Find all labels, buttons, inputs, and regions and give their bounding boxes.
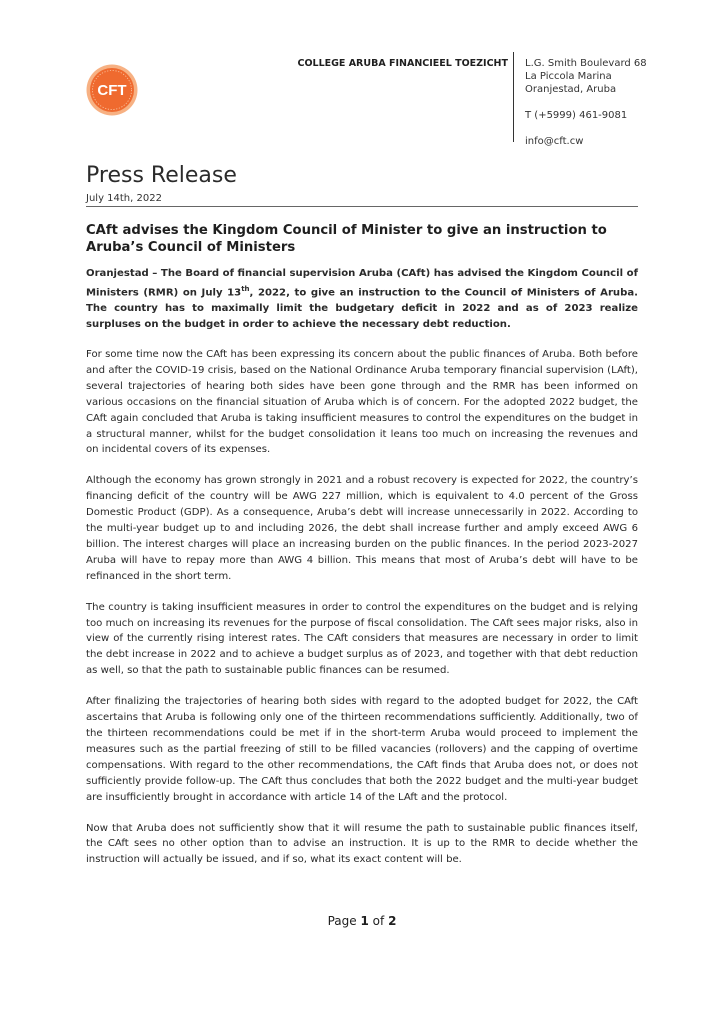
page-of: of <box>372 914 385 928</box>
paragraph: For some time now the CAft has been expressing its concern about the public finances of Aruba. Both before and after the COVID-19 crisis, based on the National Ordinance Aruba temporary financial supervision (LAft), several trajectories of hearing both sides have been gone through and the RMR has been informed on various occasions on the financial situation of Aruba which is of concern. For the adopted 2022 budget, the CAft again concluded that Aruba is taking insufficient measures to control the expenditures on the budget in a structural manner, whilst for the budget consolidation it leans too much on increasing the revenues and on incidental covers of its expenses. <box>86 348 638 456</box>
lead-text: Oranjestad – The Board of financial supervision Aruba (CAft) has advised the Kingdom Council of Ministers (RMR) on July 13 <box>86 268 638 299</box>
paragraph: After finalizing the trajectories of hearing both sides with regard to the adopted budget for 2022, the CAft ascertains that Aruba is following only one of the thirteen recommendations sufficiently. Additionally, two of the thirteen recommendations could be met if in the short-term Aruba would proceed to implement the measures such as the partial freezing of still to be filled vacancies (rollovers) and the capping of overtime compensations. With regard to the other recommendations, the CAft finds that Aruba does not, or does not sufficiently provide follow-up. The CAft thus concludes that both the 2022 budget and the multi-year budget are insufficiently brought in accordance with article 14 of the LAft and the protocol. <box>86 696 638 803</box>
page-word: Page <box>327 914 357 928</box>
paragraph: Now that Aruba does not sufficiently show that it will resume the path to sustainable public finances itself, the CAft sees no other option than to advise an instruction. It is up to the RMR to decide whether the instruction will actually be issued, and if so, what its exact content will be. <box>86 822 638 866</box>
address-line: La Piccola Marina <box>525 71 612 82</box>
email-address[interactable]: info@cft.cw <box>525 136 584 147</box>
page-title: Press Release <box>86 163 237 188</box>
header-divider <box>513 52 514 142</box>
cft-logo <box>86 64 138 116</box>
address-block <box>525 57 647 148</box>
body-text <box>86 266 638 883</box>
lead-paragraph <box>86 266 638 333</box>
title-divider <box>86 206 638 207</box>
page-total: 2 <box>388 914 397 928</box>
lead-text: , 2022, to give an instruction to the Council of Ministers of Aruba. The country has to maximally limit the budgetary deficit in 2022 and as of 2023 realize surpluses on the budget in order to achieve the necessary debt reduction. <box>86 287 638 331</box>
logo-text: CFT <box>97 82 127 99</box>
address-line: Oranjestad, Aruba <box>525 84 617 95</box>
page-current: 1 <box>360 914 369 928</box>
paragraph: The country is taking insufficient measures in order to control the expenditures on the budget and is relying too much on increasing its revenues for the purpose of fiscal consolidation. The CAft sees major risks, also in view of the currently rising interest rates. The CAft considers that measures are necessary in order to limit the debt increase in 2022 and to achieve a budget surplus as of 2023, and together with that debt reduction as well, so that the path to sustainable public finances can be resumed. <box>86 601 638 677</box>
address-line: L.G. Smith Boulevard 68 <box>525 58 647 69</box>
paragraph: Although the economy has grown strongly in 2021 and a robust recovery is expected for 2022, the country’s financing deficit of the country will be AWG 227 million, which is equivalent to 4.0 percent of the Gross Domestic Product (GDP). As a consequence, Aruba’s debt will increase unnecessarily in 2022. According to the multi-year budget up to and including 2026, the debt shall increase further and amply exceed AWG 6 billion. The interest charges will place an increasing burden on the public finances. In the period 2023-2027 Aruba will have to repay more than AWG 4 billion. This means that most of Aruba’s debt will have to be refinanced in the short term. <box>86 475 638 582</box>
organization-name: COLLEGE ARUBA FINANCIEEL TOEZICHT <box>297 58 508 69</box>
lead-superscript: th <box>241 284 250 293</box>
headline: CAft advises the Kingdom Council of Minister to give an instruction to Aruba’s Council of Ministers <box>86 223 607 255</box>
release-date: July 14th, 2022 <box>86 193 162 204</box>
phone-number: T (+5999) 461-9081 <box>525 110 628 121</box>
page-number <box>0 914 724 928</box>
